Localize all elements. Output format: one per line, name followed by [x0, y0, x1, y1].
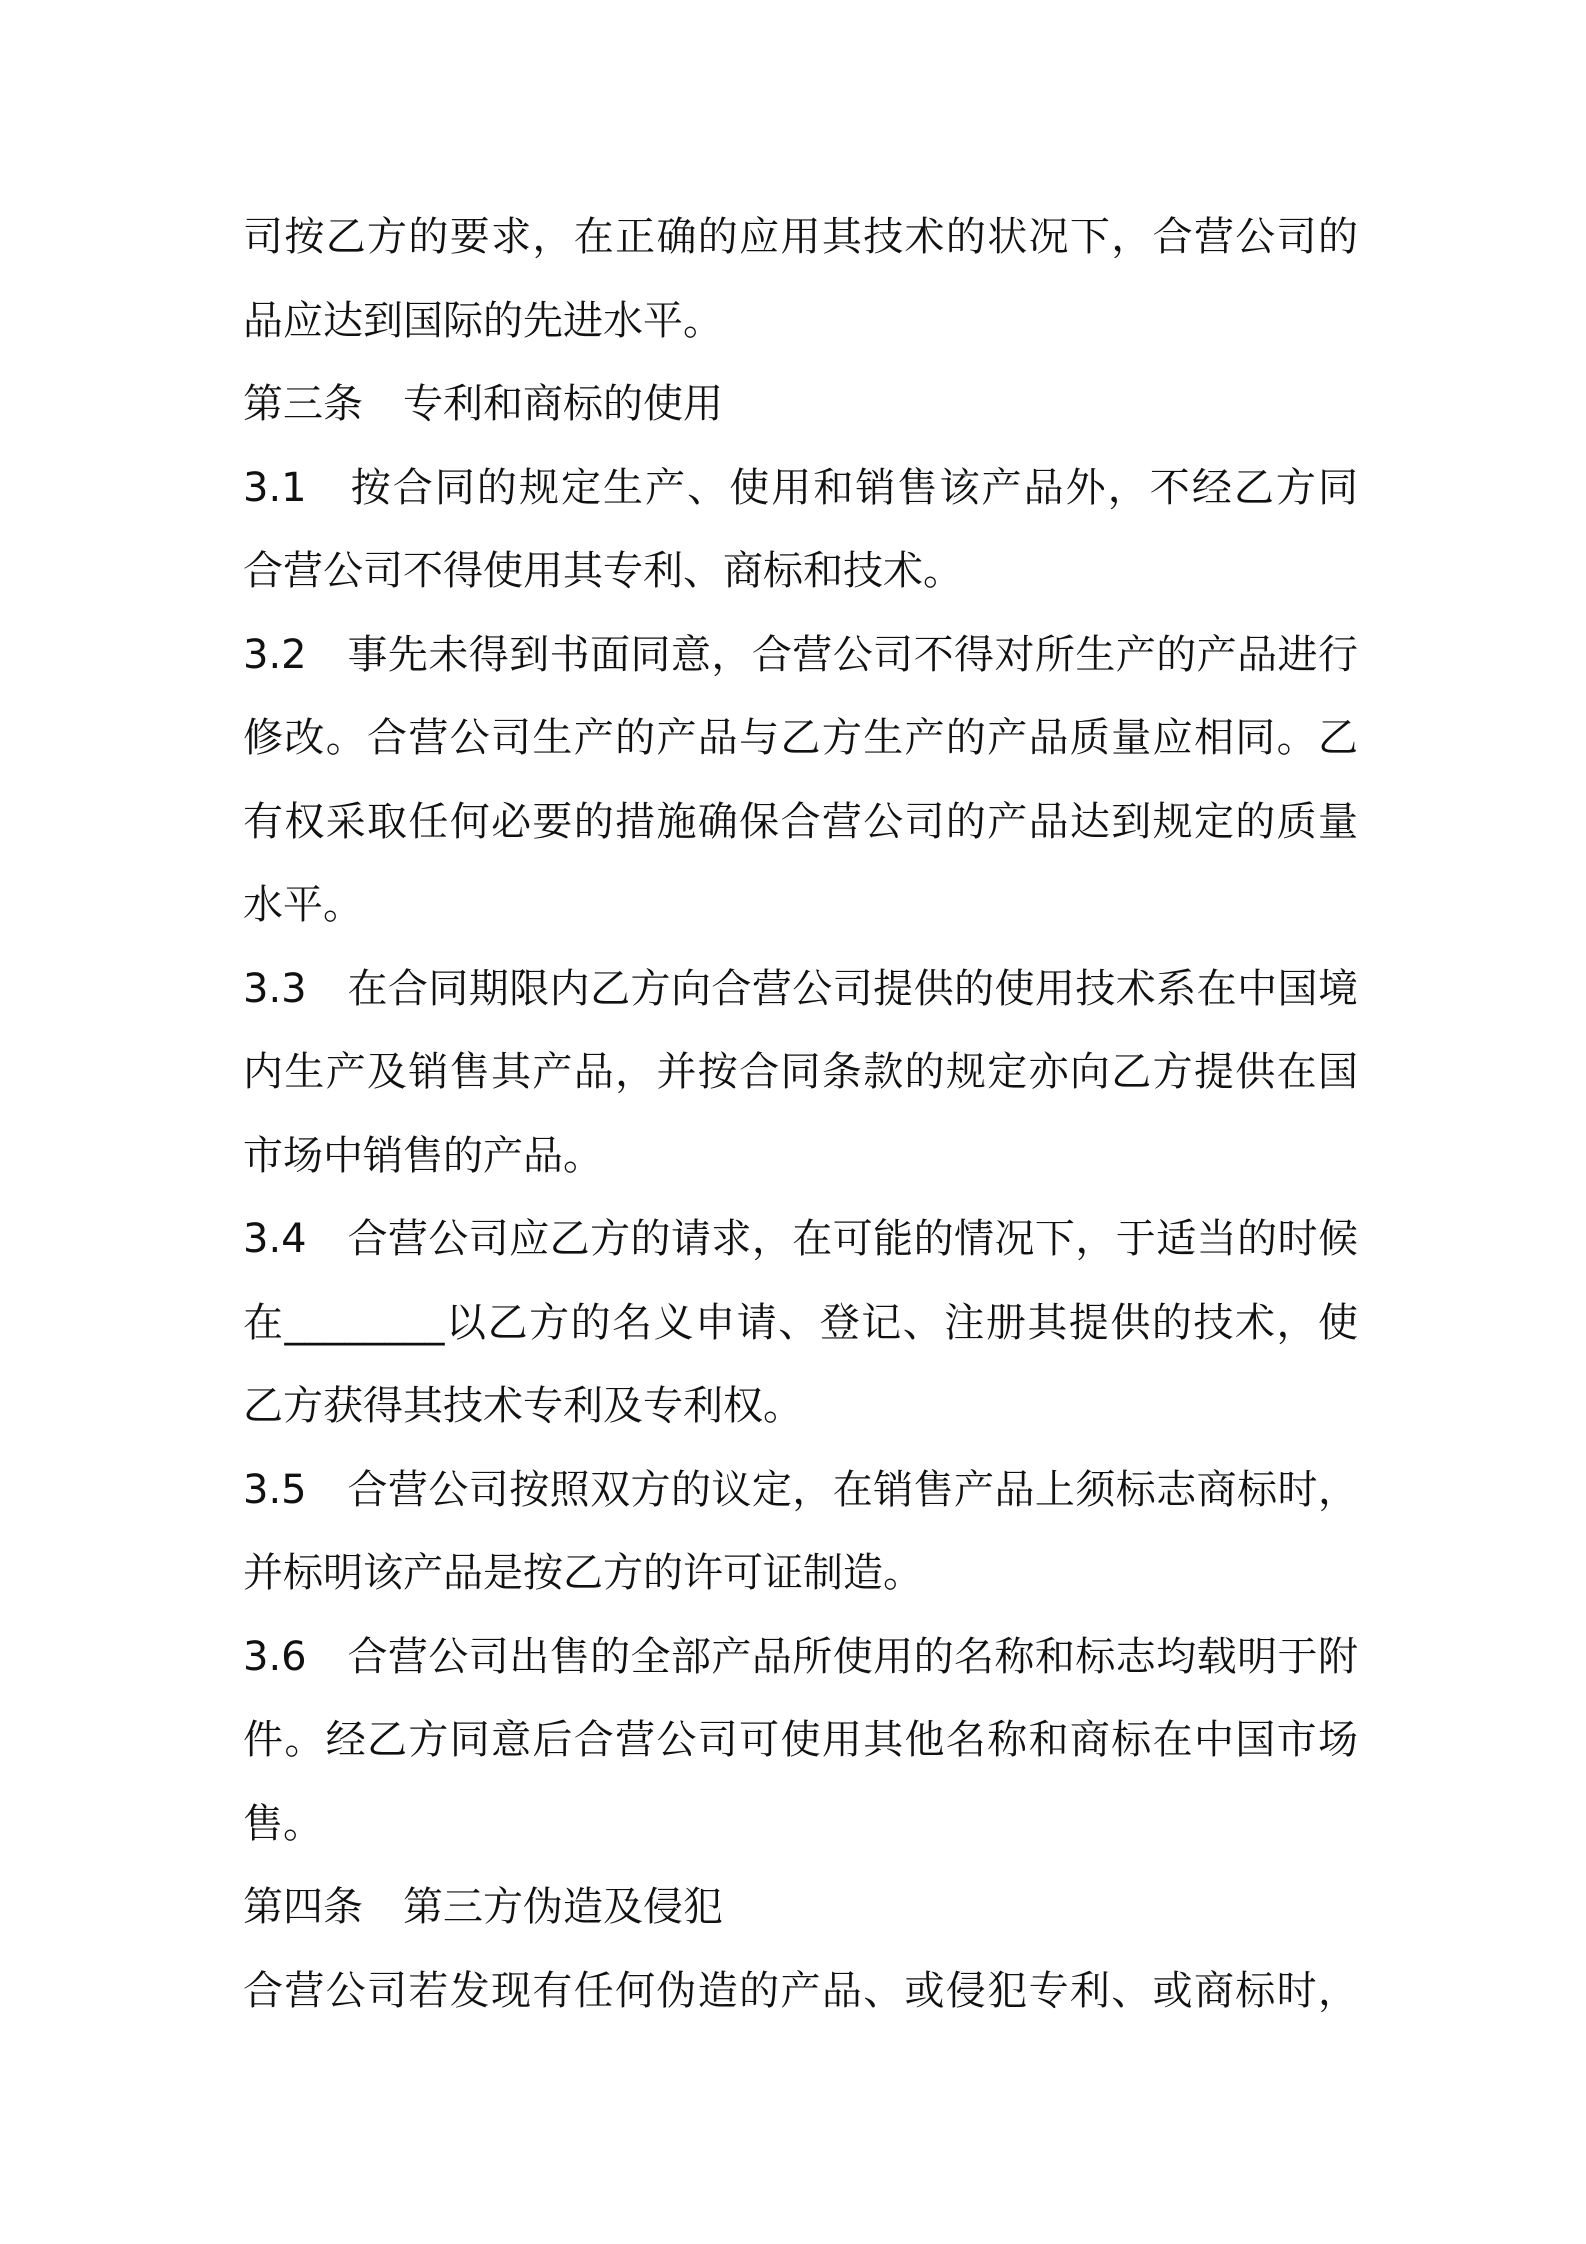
- text-line: 在________以乙方的名义申请、登记、注册其提供的技术，使: [243, 1299, 1358, 1346]
- clause-3-3: 3.3 在合同期限内乙方向合营公司提供的使用技术系在中国境: [243, 965, 1358, 1012]
- text-line: 司按乙方的要求，在正确的应用其技术的状况下，合营公司的: [243, 214, 1358, 260]
- text-line: 合营公司若发现有任何伪造的产品、或侵犯专利、或商标时，: [243, 1967, 1358, 2014]
- text-line: 内生产及销售其产品，并按合同条款的规定亦向乙方提供在国: [243, 1049, 1358, 1095]
- text-line: 合营公司不得使用其专利、商标和技术。: [243, 548, 963, 594]
- document-body: [243, 196, 1358, 2033]
- text-line: 售。: [243, 1800, 323, 1847]
- article-heading: 第四条 第三方伪造及侵犯: [243, 1884, 723, 1930]
- article-heading: 第三条 专利和商标的使用: [243, 381, 723, 427]
- text-line: 品应达到国际的先进水平。: [243, 297, 723, 344]
- clause-3-2: 3.2 事先未得到书面同意，合营公司不得对所生产的产品进行: [243, 631, 1358, 678]
- text-line: 并标明该产品是按乙方的许可证制造。: [243, 1550, 923, 1596]
- clause-3-4: 3.4 合营公司应乙方的请求，在可能的情况下，于适当的时候: [243, 1216, 1358, 1262]
- text-line: 水平。: [243, 882, 363, 928]
- text-line: 有权采取任何必要的措施确保合营公司的产品达到规定的质量: [243, 798, 1358, 845]
- clause-3-5: 3.5 合营公司按照双方的议定，在销售产品上须标志商标时，: [243, 1466, 1358, 1513]
- clause-3-1: 3.1 按合同的规定生产、使用和销售该产品外，不经乙方同: [243, 464, 1358, 511]
- text-line: 修改。合营公司生产的产品与乙方生产的产品质量应相同。乙: [243, 715, 1358, 761]
- text-line: 市场中销售的产品。: [243, 1132, 603, 1179]
- text-line: 件。经乙方同意后合营公司可使用其他名称和商标在中国市场: [243, 1717, 1358, 1763]
- text-line: 乙方获得其技术专利及专利权。: [243, 1383, 803, 1429]
- clause-3-6: 3.6 合营公司出售的全部产品所使用的名称和标志均载明于附: [243, 1633, 1358, 1680]
